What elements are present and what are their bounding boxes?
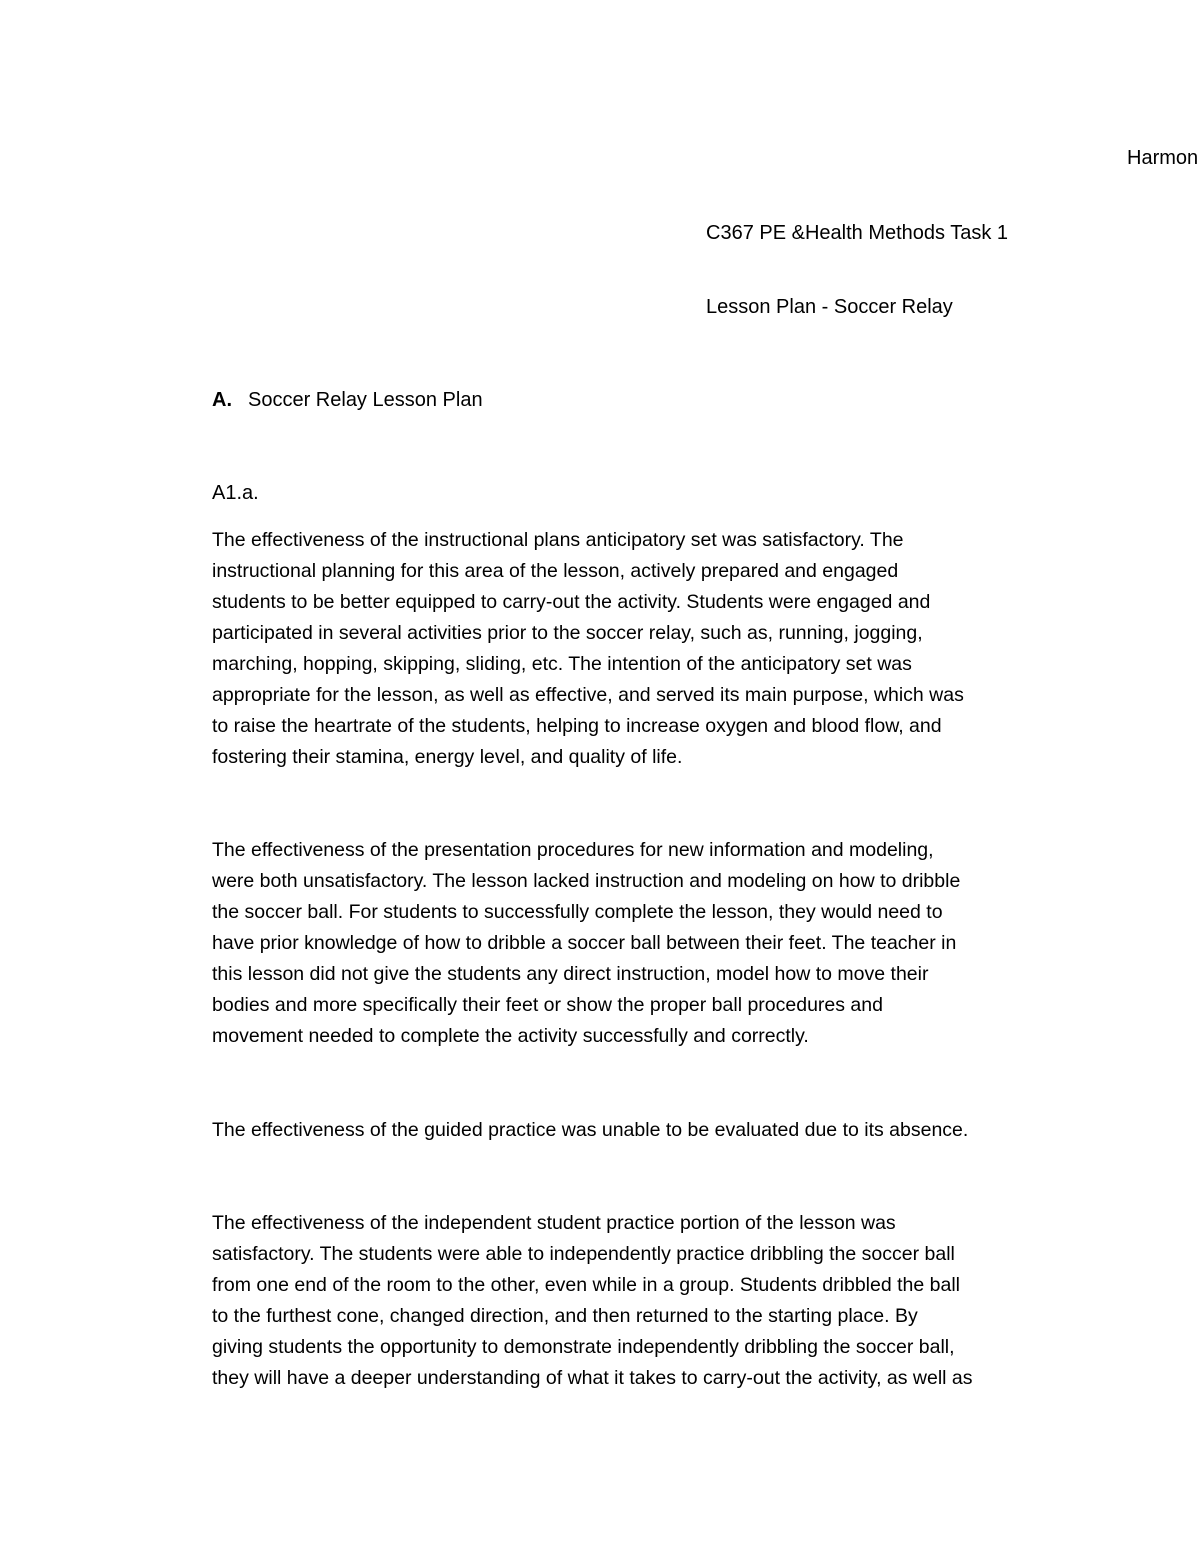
paragraph-line: fostering their stamina, energy level, and quality of life. <box>212 746 683 768</box>
paragraph-line: to raise the heartrate of the students, helping to increase oxygen and blood flow, and <box>212 715 942 737</box>
lesson-title: Lesson Plan - Soccer Relay <box>706 296 953 318</box>
section-heading <box>212 385 483 416</box>
paragraph-independent-practice <box>212 1208 1072 1394</box>
paragraph-line: The effectiveness of the presentation procedures for new information and modeling, <box>212 839 934 861</box>
paragraph-line: satisfactory. The students were able to independently practice dribbling the soccer ball <box>212 1243 955 1265</box>
author-name-header: Harmon <box>1127 147 1199 169</box>
paragraph-line: marching, hopping, skipping, sliding, etc. The intention of the anticipatory set was <box>212 653 912 675</box>
paragraph-line: were both unsatisfactory. The lesson lacked instruction and modeling on how to dribble <box>212 870 961 892</box>
paragraph-line: have prior knowledge of how to dribble a soccer ball between their feet. The teacher in <box>212 932 957 954</box>
paragraph-line: The effectiveness of the instructional plans anticipatory set was satisfactory. The <box>212 529 904 551</box>
paragraph-line: The effectiveness of the independent student practice portion of the lesson was <box>212 1212 896 1234</box>
paragraph-presentation-procedures <box>212 835 1072 1052</box>
paragraph-line: this lesson did not give the students any direct instruction, model how to move their <box>212 963 929 985</box>
course-title: C367 PE &Health Methods Task 1 <box>706 222 1009 244</box>
paragraph-line: students to be better equipped to carry-out the activity. Students were engaged and <box>212 591 931 613</box>
section-title: Soccer Relay Lesson Plan <box>248 389 483 411</box>
paragraph-line: participated in several activities prior to the soccer relay, such as, running, jogging, <box>212 622 923 644</box>
subsection-heading: A1.a. <box>212 482 259 504</box>
paragraph-line: they will have a deeper understanding of what it takes to carry-out the activity, as well as <box>212 1367 973 1389</box>
paragraph-guided-practice <box>212 1115 1072 1146</box>
paragraph-line: to the furthest cone, changed direction, and then returned to the starting place. By <box>212 1305 918 1327</box>
paragraph-line: appropriate for the lesson, as well as effective, and served its main purpose, which was <box>212 684 964 706</box>
paragraph-line: from one end of the room to the other, even while in a group. Students dribbled the ball <box>212 1274 960 1296</box>
paragraph-line: instructional planning for this area of the lesson, actively prepared and engaged <box>212 560 899 582</box>
section-label: A. <box>212 389 232 411</box>
paragraph-line: The effectiveness of the guided practice was unable to be evaluated due to its absence. <box>212 1119 969 1141</box>
paragraph-line: bodies and more specifically their feet or show the proper ball procedures and <box>212 994 883 1016</box>
paragraph-anticipatory-set <box>212 525 1072 773</box>
paragraph-line: movement needed to complete the activity successfully and correctly. <box>212 1025 809 1047</box>
paragraph-line: giving students the opportunity to demonstrate independently dribbling the soccer ball, <box>212 1336 955 1358</box>
paragraph-line: the soccer ball. For students to successfully complete the lesson, they would need to <box>212 901 943 923</box>
